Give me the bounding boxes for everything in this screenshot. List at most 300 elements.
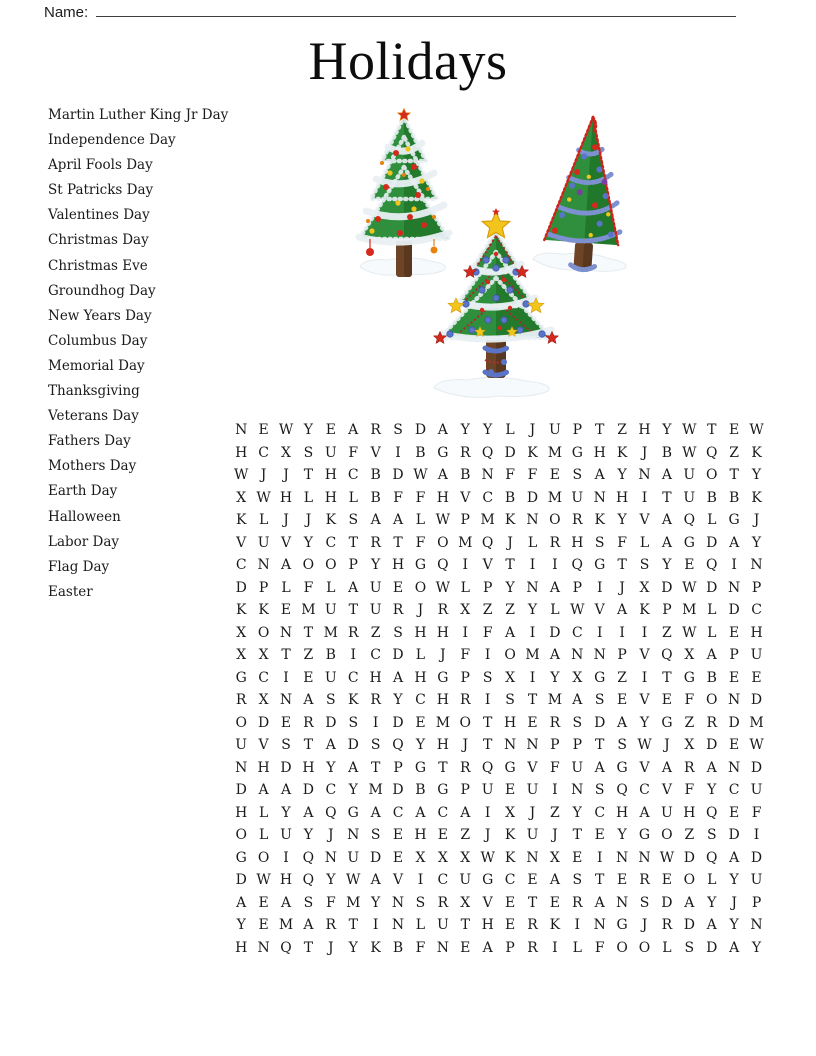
- grid-letter: X: [281, 444, 291, 461]
- grid-letter: Y: [662, 557, 672, 573]
- grid-letter: Y: [707, 782, 717, 798]
- grid-row: [230, 914, 768, 937]
- grid-letter: O: [257, 624, 270, 641]
- grid-letter: H: [324, 467, 337, 483]
- grid-letter: P: [572, 737, 582, 753]
- grid-letter: C: [415, 692, 426, 708]
- grid-row: [230, 937, 768, 960]
- grid-letter: W: [435, 579, 451, 596]
- grid-letter: L: [707, 624, 717, 641]
- word-list-item: Halloween: [48, 508, 121, 525]
- grid-letter: C: [728, 782, 740, 798]
- grid-letter: O: [705, 692, 718, 708]
- grid-letter: E: [616, 692, 628, 708]
- grid-letter: B: [370, 467, 381, 483]
- grid-letter: A: [617, 602, 628, 618]
- grid-letter: A: [280, 894, 292, 911]
- grid-letter: F: [505, 467, 515, 483]
- grid-letter: M: [749, 714, 764, 731]
- grid-letter: W: [570, 602, 585, 618]
- grid-letter: Y: [303, 827, 314, 843]
- grid-letter: T: [707, 422, 717, 438]
- grid-letter: O: [257, 849, 270, 866]
- grid-letter: R: [684, 759, 695, 776]
- grid-letter: H: [750, 624, 763, 641]
- grid-letter: T: [505, 557, 515, 573]
- grid-letter: H: [414, 827, 427, 843]
- grid-letter: G: [683, 534, 695, 551]
- grid-letter: Q: [705, 804, 718, 821]
- grid-letter: A: [594, 759, 605, 776]
- grid-letter: Z: [482, 602, 493, 618]
- grid-letter: I: [552, 939, 558, 956]
- grid-letter: A: [236, 894, 247, 911]
- grid-letter: L: [707, 602, 717, 618]
- grid-letter: H: [324, 489, 337, 506]
- grid-letter: F: [415, 534, 426, 551]
- grid-letter: J: [462, 737, 469, 753]
- grid-letter: T: [595, 872, 605, 888]
- grid-letter: L: [303, 489, 314, 506]
- grid-letter: E: [661, 872, 673, 888]
- grid-letter: S: [572, 714, 583, 731]
- grid-letter: Y: [236, 917, 246, 933]
- grid-letter: O: [661, 827, 673, 843]
- grid-letter: A: [639, 804, 650, 821]
- grid-letter: I: [596, 849, 603, 866]
- grid-letter: G: [414, 557, 427, 573]
- grid-letter: M: [547, 692, 563, 708]
- grid-letter: H: [571, 534, 584, 551]
- grid-letter: D: [706, 579, 718, 596]
- grid-letter: B: [706, 669, 717, 686]
- grid-letter: R: [639, 872, 650, 888]
- grid-letter: Y: [729, 917, 739, 933]
- grid-letter: I: [641, 489, 648, 506]
- grid-letter: N: [728, 759, 741, 776]
- grid-letter: S: [594, 782, 605, 798]
- grid-letter: F: [393, 489, 403, 506]
- grid-letter: N: [324, 849, 337, 866]
- grid-letter: H: [436, 737, 449, 753]
- grid-letter: I: [731, 557, 737, 573]
- grid-letter: H: [481, 917, 494, 933]
- grid-letter: R: [303, 714, 314, 731]
- grid-letter: N: [526, 737, 539, 753]
- grid-letter: T: [303, 737, 314, 753]
- grid-letter: T: [572, 827, 582, 843]
- grid-letter: V: [258, 737, 269, 753]
- grid-letter: K: [370, 939, 381, 956]
- grid-letter: E: [594, 827, 605, 843]
- grid-letter: R: [459, 759, 471, 776]
- grid-letter: V: [482, 894, 493, 911]
- grid-letter: D: [392, 647, 404, 663]
- grid-letter: X: [460, 894, 471, 911]
- grid-letter: U: [324, 444, 337, 461]
- grid-letter: O: [414, 579, 427, 596]
- grid-letter: Z: [303, 647, 314, 663]
- grid-letter: K: [751, 489, 762, 506]
- grid-letter: D: [526, 489, 539, 506]
- grid-letter: Y: [371, 557, 381, 573]
- grid-letter: Y: [281, 804, 291, 821]
- grid-letter: R: [549, 714, 561, 731]
- grid-letter: A: [460, 804, 471, 821]
- grid-letter: S: [684, 939, 695, 956]
- grid-letter: G: [347, 804, 359, 821]
- grid-letter: D: [728, 714, 740, 731]
- grid-letter: T: [662, 489, 672, 506]
- grid-letter: U: [257, 534, 270, 551]
- grid-letter: P: [505, 939, 515, 956]
- grid-letter: D: [370, 849, 382, 866]
- grid-letter: C: [370, 647, 381, 663]
- grid-letter: G: [437, 669, 449, 686]
- grid-row: [230, 442, 768, 465]
- grid-letter: A: [348, 759, 359, 776]
- grid-letter: A: [370, 804, 381, 821]
- grid-row: [230, 464, 768, 487]
- grid-letter: E: [303, 669, 314, 686]
- grid-letter: V: [639, 512, 650, 528]
- grid-letter: L: [707, 872, 717, 888]
- grid-letter: A: [706, 647, 717, 663]
- grid-letter: R: [459, 692, 471, 708]
- grid-letter: E: [258, 422, 269, 438]
- word-list-item: Labor Day: [48, 533, 120, 550]
- grid-letter: S: [415, 894, 426, 911]
- grid-letter: K: [639, 602, 650, 618]
- grid-letter: I: [596, 624, 603, 641]
- grid-letter: Z: [662, 624, 672, 641]
- grid-letter: E: [392, 579, 404, 596]
- christmas-tree-left: [359, 109, 449, 278]
- grid-letter: D: [750, 849, 763, 866]
- grid-letter: R: [661, 917, 673, 933]
- grid-letter: L: [258, 512, 269, 528]
- grid-letter: A: [437, 422, 448, 438]
- grid-letter: U: [369, 579, 382, 596]
- grid-letter: U: [526, 782, 539, 798]
- grid-letter: E: [572, 849, 583, 866]
- grid-letter: S: [572, 872, 583, 888]
- grid-letter: Y: [415, 737, 426, 753]
- grid-letter: G: [594, 669, 606, 686]
- grid-letter: C: [347, 467, 359, 483]
- grid-letter: Z: [729, 444, 739, 461]
- grid-letter: R: [437, 602, 449, 618]
- grid-letter: P: [460, 669, 470, 686]
- grid-letter: D: [235, 579, 247, 596]
- grid-letter: H: [235, 444, 248, 461]
- grid-letter: D: [683, 917, 695, 933]
- grid-letter: U: [571, 489, 584, 506]
- grid-letter: B: [661, 444, 673, 461]
- grid-row: [230, 779, 768, 802]
- grid-letter: S: [303, 444, 314, 461]
- grid-letter: B: [415, 782, 426, 798]
- grid-row: [230, 599, 768, 622]
- grid-letter: K: [504, 512, 516, 528]
- grid-letter: K: [527, 444, 538, 461]
- grid-letter: N: [615, 849, 629, 866]
- grid-letter: L: [415, 917, 426, 933]
- grid-letter: V: [639, 692, 650, 708]
- grid-letter: D: [347, 737, 359, 753]
- grid-letter: B: [392, 939, 404, 956]
- christmas-tree-center: [434, 208, 559, 397]
- grid-letter: D: [235, 782, 247, 798]
- grid-letter: I: [417, 872, 424, 888]
- grid-letter: T: [348, 917, 358, 933]
- grid-letter: G: [728, 512, 740, 528]
- grid-letter: O: [459, 714, 471, 731]
- grid-letter: L: [505, 422, 515, 438]
- grid-letter: A: [415, 804, 426, 821]
- grid-letter: K: [235, 512, 247, 528]
- grid-letter: W: [413, 467, 428, 483]
- grid-letter: I: [484, 692, 491, 708]
- grid-letter: W: [256, 872, 271, 888]
- grid-letter: Q: [302, 849, 315, 866]
- grid-letter: J: [641, 444, 648, 461]
- grid-letter: B: [706, 489, 717, 506]
- grid-letter: D: [414, 422, 427, 438]
- grid-letter: Z: [617, 669, 627, 686]
- grid-letter: I: [372, 714, 379, 731]
- grid-letter: A: [684, 894, 695, 911]
- grid-letter: W: [256, 489, 271, 506]
- grid-letter: G: [594, 557, 606, 573]
- grid-letter: C: [437, 804, 449, 821]
- grid-letter: S: [505, 692, 515, 708]
- grid-letter: L: [281, 579, 291, 596]
- grid-letter: V: [280, 534, 292, 551]
- grid-letter: R: [572, 512, 583, 528]
- grid-row: [230, 689, 768, 712]
- grid-letter: M: [458, 534, 473, 551]
- grid-letter: Y: [617, 512, 627, 528]
- grid-letter: L: [527, 534, 538, 551]
- grid-letter: R: [549, 534, 561, 551]
- grid-letter: F: [415, 489, 426, 506]
- grid-letter: W: [682, 579, 697, 596]
- grid-letter: S: [348, 714, 359, 731]
- grid-letter: U: [750, 782, 763, 798]
- grid-letter: U: [481, 782, 494, 798]
- grid-letter: W: [480, 849, 495, 866]
- grid-letter: N: [481, 467, 494, 483]
- grid-letter: Y: [371, 894, 381, 911]
- grid-letter: T: [483, 714, 493, 731]
- grid-letter: E: [527, 714, 538, 731]
- grid-letter: S: [482, 669, 493, 686]
- grid-letter: P: [617, 647, 627, 663]
- grid-letter: I: [641, 624, 648, 641]
- grid-letter: A: [370, 872, 381, 888]
- grid-letter: V: [392, 872, 404, 888]
- grid-letter: A: [392, 512, 404, 528]
- grid-letter: I: [283, 669, 289, 686]
- grid-letter: N: [526, 849, 539, 866]
- grid-letter: S: [393, 624, 403, 641]
- grid-letter: J: [260, 467, 267, 483]
- grid-letter: S: [594, 534, 605, 551]
- grid-letter: V: [661, 782, 672, 798]
- name-label: Name:: [44, 4, 89, 21]
- grid-letter: X: [572, 669, 583, 686]
- grid-letter: N: [750, 917, 763, 933]
- word-list-item: Independence Day: [48, 132, 176, 149]
- grid-letter: A: [280, 782, 292, 798]
- grid-letter: B: [460, 467, 471, 483]
- grid-letter: A: [729, 849, 740, 866]
- grid-letter: P: [460, 782, 470, 798]
- grid-letter: D: [392, 467, 404, 483]
- grid-letter: G: [661, 714, 673, 731]
- grid-letter: G: [616, 759, 628, 776]
- grid-letter: N: [571, 782, 584, 798]
- grid-letter: Y: [505, 579, 515, 596]
- word-list-item: Christmas Eve: [48, 257, 148, 274]
- grid-letter: X: [505, 804, 516, 821]
- grid-letter: A: [303, 917, 314, 933]
- grid-letter: T: [303, 939, 314, 956]
- grid-letter: A: [303, 692, 314, 708]
- grid-letter: N: [279, 692, 293, 708]
- word-list-item: Mothers Day: [48, 458, 137, 475]
- grid-letter: F: [415, 939, 426, 956]
- grid-letter: Y: [326, 872, 336, 888]
- grid-letter: H: [683, 804, 696, 821]
- grid-letter: X: [460, 602, 471, 618]
- word-list-item: Valentines Day: [48, 207, 150, 224]
- grid-letter: A: [549, 647, 560, 663]
- grid-letter: I: [484, 804, 491, 821]
- grid-letter: P: [572, 422, 582, 438]
- grid-letter: A: [661, 512, 672, 528]
- grid-letter: D: [594, 714, 606, 731]
- grid-letter: B: [728, 489, 740, 506]
- grid-letter: N: [593, 489, 606, 506]
- grid-letter: I: [283, 849, 289, 866]
- grid-letter: H: [503, 714, 517, 731]
- grid-letter: C: [347, 669, 359, 686]
- grid-letter: X: [684, 647, 695, 663]
- grid-letter: T: [527, 894, 538, 911]
- grid-letter: A: [729, 939, 740, 956]
- grid-letter: A: [594, 467, 605, 483]
- grid-letter: E: [460, 939, 471, 956]
- grid-letter: O: [235, 827, 247, 843]
- grid-letter: A: [325, 737, 336, 753]
- grid-letter: Q: [705, 557, 718, 573]
- grid-letter: W: [435, 512, 451, 528]
- grid-letter: Q: [705, 849, 718, 866]
- grid-letter: Y: [751, 534, 762, 551]
- grid-letter: F: [751, 804, 762, 821]
- grid-letter: T: [348, 534, 358, 551]
- grid-letter: Y: [483, 422, 493, 438]
- grid-letter: M: [547, 444, 563, 461]
- grid-letter: J: [283, 467, 289, 483]
- grid-letter: U: [324, 669, 337, 686]
- grid-letter: J: [529, 804, 536, 821]
- grid-letter: D: [750, 692, 763, 708]
- grid-letter: S: [572, 467, 583, 483]
- grid-letter: H: [391, 557, 405, 573]
- grid-letter: S: [639, 894, 650, 911]
- grid-letter: D: [302, 782, 315, 798]
- grid-letter: I: [395, 444, 401, 461]
- grid-letter: S: [393, 422, 403, 438]
- grid-letter: L: [572, 939, 582, 956]
- grid-letter: F: [617, 534, 627, 551]
- grid-letter: G: [482, 872, 494, 888]
- grid-letter: O: [504, 647, 516, 663]
- grid-letter: Z: [505, 602, 515, 618]
- grid-letter: E: [325, 422, 336, 438]
- grid-letter: N: [593, 647, 606, 663]
- word-list-item: April Fools Day: [48, 157, 153, 174]
- grid-letter: I: [462, 624, 469, 641]
- grid-letter: Y: [751, 467, 762, 483]
- grid-letter: E: [504, 782, 516, 798]
- grid-letter: G: [437, 444, 449, 461]
- grid-letter: Y: [303, 422, 314, 438]
- word-list-item: Earth Day: [48, 483, 118, 500]
- grid-letter: N: [571, 647, 584, 663]
- grid-letter: S: [326, 692, 336, 708]
- grid-letter: T: [303, 624, 314, 641]
- grid-letter: U: [548, 422, 561, 438]
- grid-letter: W: [749, 422, 764, 438]
- word-list-item: Martin Luther King Jr Day: [48, 107, 229, 123]
- grid-letter: T: [595, 422, 605, 438]
- grid-letter: U: [280, 827, 292, 843]
- word-list-item: Flag Day: [48, 558, 110, 575]
- grid-letter: R: [370, 422, 381, 438]
- grid-letter: N: [615, 894, 629, 911]
- grid-letter: C: [392, 804, 404, 821]
- grid-letter: Y: [303, 534, 314, 551]
- grid-letter: F: [325, 894, 336, 911]
- grid-letter: E: [280, 714, 292, 731]
- grid-row: [230, 847, 768, 870]
- grid-letter: H: [279, 872, 293, 888]
- grid-letter: J: [731, 894, 737, 911]
- grid-letter: A: [280, 557, 292, 573]
- grid-letter: T: [527, 692, 538, 708]
- word-list-item: Memorial Day: [48, 357, 145, 374]
- grid-letter: T: [662, 669, 672, 686]
- grid-letter: V: [594, 602, 605, 618]
- grid-letter: P: [751, 579, 762, 596]
- grid-letter: A: [594, 894, 605, 911]
- grid-letter: H: [279, 489, 293, 506]
- grid-letter: K: [504, 827, 516, 843]
- grid-letter: K: [504, 849, 516, 866]
- grid-letter: X: [236, 624, 247, 641]
- grid-letter: Y: [348, 782, 358, 798]
- grid-letter: Z: [684, 714, 695, 731]
- grid-letter: F: [460, 647, 471, 663]
- grid-letter: U: [369, 602, 382, 618]
- word-list-item: Veterans Day: [48, 408, 139, 425]
- grid-letter: D: [280, 759, 292, 776]
- grid-letter: I: [753, 827, 760, 843]
